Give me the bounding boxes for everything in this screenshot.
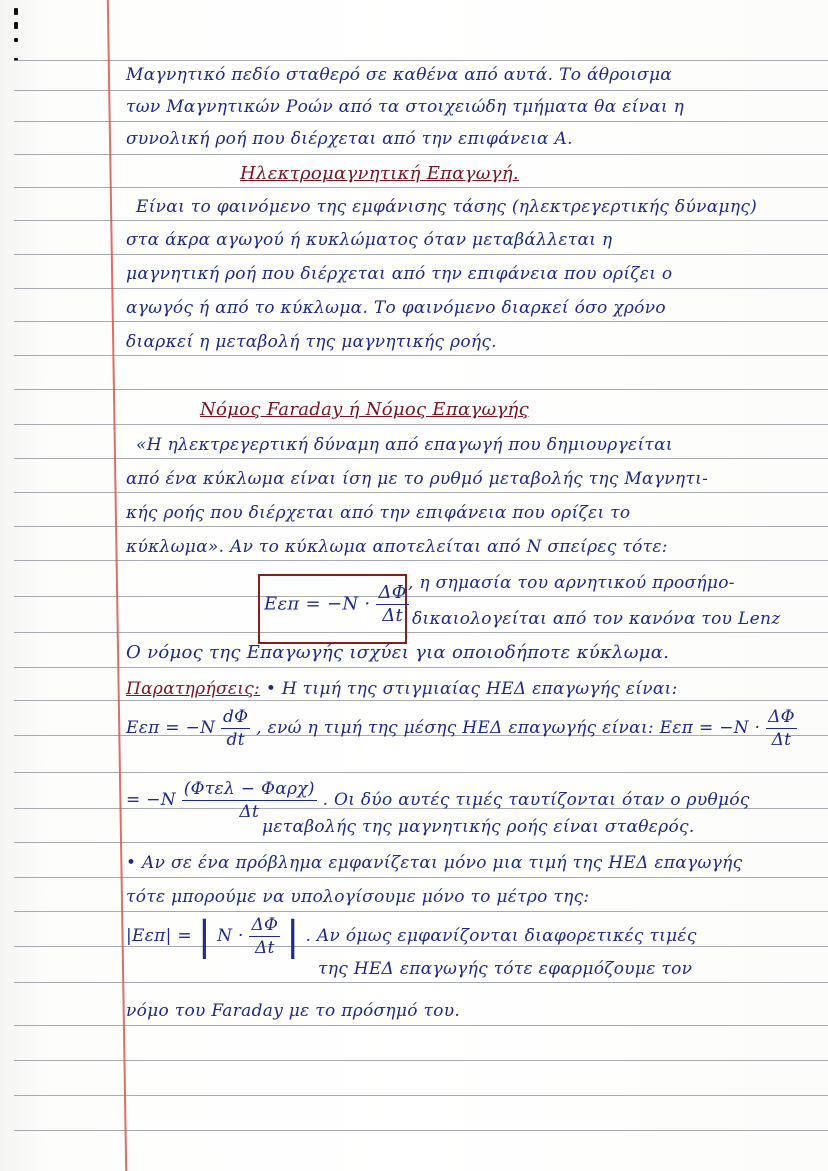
- formula-text: Εεπ = −N: [126, 718, 216, 738]
- text-line: από ένα κύκλωμα είναι ίση με το ρυθμό μεταβολής της Μαγνητι-: [126, 469, 709, 489]
- formula-fraction: [221, 706, 250, 751]
- abs-bar-right: |: [286, 913, 300, 960]
- remarks-text: • Η τιμή της στιγμιαίας ΗΕΔ επαγωγής είναι:: [265, 679, 678, 699]
- remarks-line: τότε μπορούμε να υπολογίσουμε μόνο το μέτρο της:: [126, 887, 590, 907]
- binder-hole-icon: [14, 22, 18, 29]
- text-line: των Μαγνητικών Ροών από τα στοιχειώδη τμήματα θα είναι η: [126, 97, 685, 117]
- text-line: Ο νόμος της Επαγωγής ισχύει για οποιοδήποτε κύκλωμα.: [126, 642, 670, 663]
- formula-fraction: [376, 582, 408, 627]
- text-line: Είναι το φαινόμενο της εμφάνισης τάσης (ηλεκτρεγερτικής δύναμης): [136, 197, 758, 217]
- text-line: κύκλωμα». Αν το κύκλωμα αποτελείται από N σπείρες τότε:: [126, 537, 668, 557]
- ruled-line: [14, 1130, 828, 1131]
- ruled-line: [14, 911, 828, 912]
- text-line: δικαιολογείται από τον κανόνα του Lenz: [412, 609, 781, 629]
- remarks-label: Παρατηρήσεις:: [126, 679, 261, 699]
- text-line: αγωγός ή από το κύκλωμα. Το φαινόμενο διαρκεί όσο χρόνο: [126, 298, 666, 318]
- ruled-line: [14, 321, 828, 322]
- ruled-line: [14, 389, 828, 390]
- formula-numerator: dΦ: [223, 707, 249, 727]
- formula-text: , ενώ η τιμή της μέσης ΗΕΔ επαγωγής είναι: Εεπ = −N ·: [256, 718, 761, 738]
- formula-denominator: Δt: [771, 730, 792, 750]
- ruled-line: [14, 492, 828, 493]
- remarks-line: [126, 706, 820, 751]
- formula-numerator: ΔΦ: [378, 582, 407, 603]
- formula-denominator: Δt: [239, 802, 260, 822]
- ruled-line: [14, 877, 828, 878]
- text-line: συνολική ροή που διέρχεται από την επιφάνεια A.: [126, 129, 573, 149]
- formula-lhs: Εεπ = −N ·: [264, 593, 371, 615]
- ruled-line: [14, 700, 828, 701]
- margin-line: [107, 0, 127, 1171]
- remarks-text: . Οι δύο αυτές τιμές ταυτίζονται όταν ο ρυθμός: [322, 790, 750, 810]
- ruled-line: [14, 288, 828, 289]
- text-line: διαρκεί η μεταβολή της μαγνητικής ροής.: [126, 332, 497, 352]
- abs-bar-left: |: [197, 913, 212, 960]
- formula-text: N ·: [217, 926, 244, 946]
- remarks-line: • Αν σε ένα πρόβλημα εμφανίζεται μόνο μια τιμή της ΗΕΔ επαγωγής: [126, 853, 743, 873]
- binder-hole-icon: [14, 8, 18, 15]
- ruled-line: [14, 526, 828, 527]
- formula-denominator: Δt: [255, 938, 275, 958]
- ruled-line: [14, 842, 828, 843]
- ruled-line: [14, 560, 828, 561]
- ruled-line: [14, 90, 828, 91]
- ruled-line: [14, 772, 828, 773]
- remarks-line: [126, 678, 820, 700]
- ruled-line: [14, 355, 828, 356]
- ruled-line: [14, 220, 828, 221]
- ruled-line: [14, 632, 828, 633]
- formula-text: = −N: [126, 790, 176, 810]
- binder-hole-icon: [14, 38, 18, 42]
- ruled-line: [14, 458, 828, 459]
- remarks-text: . Αν όμως εμφανίζονται διαφορετικές τιμές: [305, 926, 697, 946]
- ruled-line: [14, 154, 828, 155]
- ruled-line: [14, 121, 828, 122]
- text-line: , η σημασία του αρνητικού προσήμο-: [408, 573, 735, 593]
- ruled-line: [14, 982, 828, 983]
- ruled-line: [14, 254, 828, 255]
- ruled-line: [14, 667, 828, 668]
- remarks-line: νόμο του Faraday με το πρόσημό του.: [126, 1001, 461, 1021]
- text-line: Μαγνητικό πεδίο σταθερό σε καθένα από αυτά. Το άθροισμα: [126, 65, 673, 85]
- formula-numerator: ΔΦ: [768, 707, 795, 727]
- ruled-line: [14, 1095, 828, 1096]
- text-line: «Η ηλεκτρεγερτική δύναμη από επαγωγή που δημιουργείται: [136, 435, 673, 455]
- remarks-line: της ΗΕΔ επαγωγής τότε εφαρμόζουμε τον: [318, 959, 693, 979]
- formula-denominator: dt: [226, 730, 245, 750]
- text-line: κής ροής που διέρχεται από την επιφάνεια που ορίζει το: [126, 503, 631, 523]
- formula-fraction: [249, 914, 280, 959]
- formula-text: |Εεπ| =: [126, 926, 192, 946]
- formula-numerator: (Φτελ − Φαρχ): [183, 779, 315, 799]
- formula-fraction: [766, 706, 797, 751]
- formula-numerator: ΔΦ: [251, 915, 279, 935]
- remarks-line: μεταβολής της μαγνητικής ροής είναι σταθερός.: [262, 817, 695, 837]
- section-heading-faraday-law: Νόμος Faraday ή Νόμος Επαγωγής: [200, 399, 530, 420]
- text-line: μαγνητική ροή που διέρχεται από την επιφάνεια που ορίζει ο: [126, 264, 673, 284]
- ruled-line: [14, 1060, 828, 1061]
- ruled-line: [14, 1025, 828, 1026]
- formula-denominator: Δt: [382, 605, 404, 626]
- remarks-line: [126, 914, 820, 959]
- text-line: στα άκρα αγωγού ή κυκλώματος όταν μεταβάλλεται η: [126, 230, 613, 250]
- ruled-line: [14, 424, 828, 425]
- ruled-line: [14, 60, 828, 61]
- ruled-line: [14, 187, 828, 188]
- section-heading-electromagnetic-induction: Ηλεκτρομαγνητική Επαγωγή.: [240, 163, 519, 184]
